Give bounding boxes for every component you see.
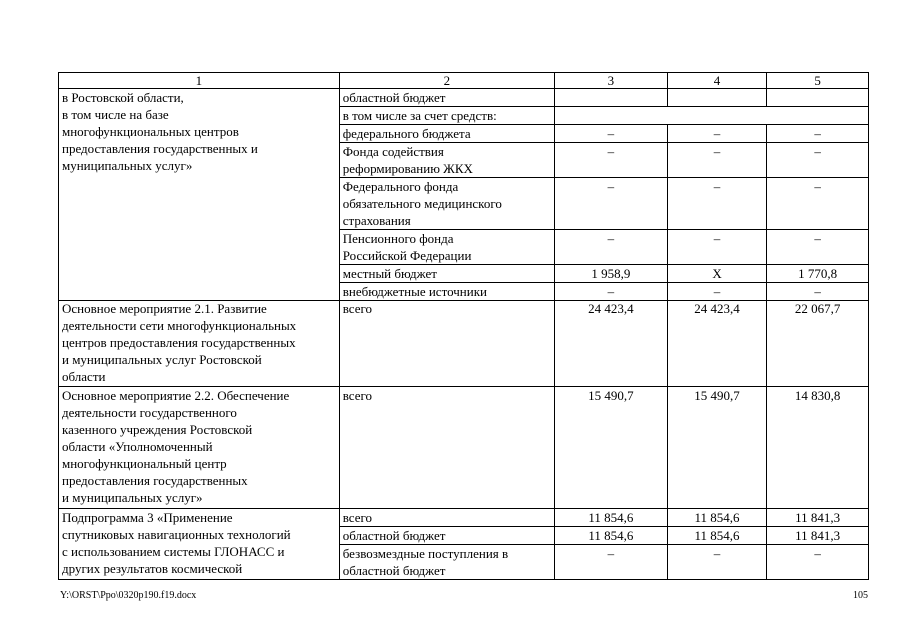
table-row [59, 509, 869, 527]
source-cell [339, 143, 554, 178]
subprogram-name-cell [59, 509, 340, 580]
value-cell: 1 958,9 [555, 265, 668, 283]
activity-name-cell [59, 387, 340, 509]
value-cell: 1 770,8 [767, 265, 869, 283]
value-cell: – [667, 230, 767, 265]
program-name-cell [59, 89, 340, 301]
header-col-2: 2 [339, 73, 554, 89]
activity-name-cell [59, 300, 340, 387]
source-line: страхования [342, 213, 411, 228]
value-cell: – [555, 230, 668, 265]
value-cell: 11 854,6 [667, 509, 767, 527]
program-name-line: в Ростовской области, [62, 90, 184, 105]
budget-table [58, 72, 869, 301]
value-cell: – [767, 143, 869, 178]
activity-name-line: казенного учреждения Ростовской [62, 422, 253, 437]
activity-name-line: и муниципальных услуг Ростовской [62, 352, 262, 367]
value-cell: – [767, 230, 869, 265]
activity-name-line: предоставления государственных [62, 473, 248, 488]
page-number: 105 [853, 590, 868, 601]
value-cell: 11 854,6 [667, 527, 767, 545]
source-cell: всего [339, 387, 554, 509]
value-cell: 11 841,3 [767, 509, 869, 527]
subprogram-name-line: других результатов космической [62, 561, 243, 576]
source-cell [339, 178, 554, 230]
source-line: Федерального фонда [342, 179, 459, 194]
activity-name-line: деятельности сети многофункциональных [62, 318, 297, 333]
value-cell [767, 89, 869, 107]
value-cell: 24 423,4 [667, 300, 767, 387]
budget-table-continued [58, 300, 869, 580]
activity-name-line: и муниципальных услуг» [62, 490, 203, 505]
value-cell: – [667, 143, 767, 178]
activity-name-line: Основное мероприятие 2.2. Обеспечение [62, 388, 290, 403]
source-line: обязательного медицинского [342, 196, 502, 211]
activity-name-line: области [62, 369, 106, 384]
value-cell: – [667, 545, 767, 580]
value-cell: – [767, 283, 869, 301]
value-cell: – [555, 545, 668, 580]
source-line: безвозмездные поступления в [342, 546, 509, 561]
table-row [59, 387, 869, 509]
source-cell: местный бюджет [339, 265, 554, 283]
program-name-line: в том числе на базе [62, 107, 169, 122]
table-row [59, 300, 869, 387]
merged-value-cell [555, 107, 869, 125]
subprogram-name-line: спутниковых навигационных технологий [62, 527, 291, 542]
value-cell [667, 89, 767, 107]
source-cell [339, 545, 554, 580]
value-cell: 11 854,6 [555, 527, 668, 545]
source-cell: областной бюджет [339, 89, 554, 107]
activity-name-line: деятельности государственного [62, 405, 237, 420]
value-cell: 11 854,6 [555, 509, 668, 527]
header-col-3: 3 [555, 73, 668, 89]
activity-name-line: области «Уполномоченный [62, 439, 213, 454]
value-cell: – [667, 283, 767, 301]
value-cell: – [555, 283, 668, 301]
header-col-1: 1 [59, 73, 340, 89]
value-cell: – [767, 125, 869, 143]
source-line: Фонда содействия [342, 144, 444, 159]
activity-name-line: центров предоставления государственных [62, 335, 296, 350]
source-cell: внебюджетные источники [339, 283, 554, 301]
activity-name-line: многофункциональный центр [62, 456, 227, 471]
subprogram-name-line: Подпрограмма 3 «Применение [62, 510, 233, 525]
header-col-5: 5 [767, 73, 869, 89]
source-cell: всего [339, 300, 554, 387]
source-line: реформированию ЖКХ [342, 161, 473, 176]
value-cell: 15 490,7 [667, 387, 767, 509]
source-cell: в том числе за счет средств: [339, 107, 554, 125]
source-cell: всего [339, 509, 554, 527]
value-cell: – [555, 125, 668, 143]
footer-file-path: Y:\ORST\Ppo\0320p190.f19.docx [60, 590, 197, 601]
value-cell: – [767, 178, 869, 230]
value-cell: 11 841,3 [767, 527, 869, 545]
table-row [59, 89, 869, 107]
value-cell [555, 89, 668, 107]
value-cell: 24 423,4 [555, 300, 668, 387]
source-line: областной бюджет [342, 563, 446, 578]
program-name-line: многофункциональных центров [62, 124, 239, 139]
value-cell: – [555, 178, 668, 230]
source-line: Российской Федерации [342, 248, 472, 263]
activity-name-line: Основное мероприятие 2.1. Развитие [62, 301, 267, 316]
program-name-line: муниципальных услуг» [62, 158, 193, 173]
program-name-line: предоставления государственных и [62, 141, 258, 156]
value-cell: – [667, 178, 767, 230]
value-cell: 22 067,7 [767, 300, 869, 387]
header-row [59, 73, 869, 89]
value-cell: – [555, 143, 668, 178]
value-cell: 14 830,8 [767, 387, 869, 509]
value-cell: – [667, 125, 767, 143]
source-cell: федерального бюджета [339, 125, 554, 143]
value-cell: – [767, 545, 869, 580]
header-col-4: 4 [667, 73, 767, 89]
source-line: Пенсионного фонда [342, 231, 454, 246]
source-cell [339, 230, 554, 265]
value-cell: 15 490,7 [555, 387, 668, 509]
value-cell: X [667, 265, 767, 283]
source-cell: областной бюджет [339, 527, 554, 545]
subprogram-name-line: с использованием системы ГЛОНАСС и [62, 544, 285, 559]
